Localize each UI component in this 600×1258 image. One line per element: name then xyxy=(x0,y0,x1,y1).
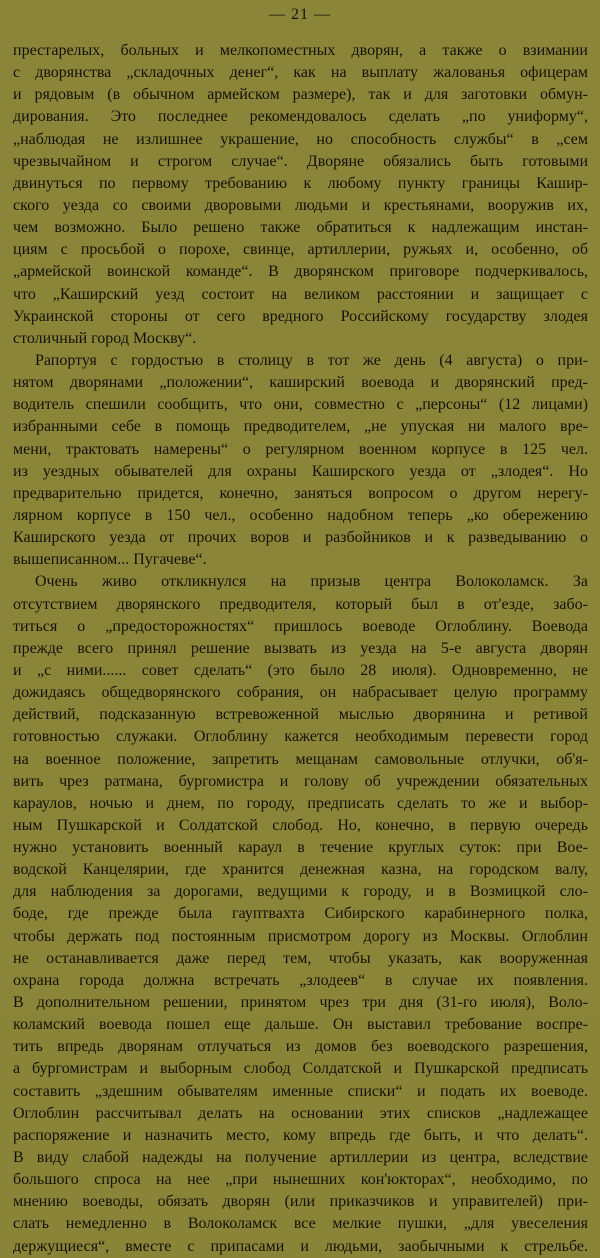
text-line: избранными себе в помощь предводителем, „не упуская ни малого вре- xyxy=(13,418,588,436)
text-line: чтобы держать под постоянным присмотром дорогу из Москвы. Оглоблин xyxy=(13,927,588,945)
text-line: а бургомистрам и выборным слобод Солдатской и Пушкарской предписать xyxy=(13,1060,588,1078)
page-number: — 21 — xyxy=(269,6,331,23)
text-line: престарелых, больных и мелкопоместных дворян, а также о взимании xyxy=(13,42,588,59)
text-line: тить впредь дворянам отлучаться из домов без воеводского разрешения, xyxy=(13,1038,588,1056)
text-line: коламский воевода пошел еще дальше. Он выставил требование воспре- xyxy=(13,1016,588,1034)
text-line: действий, подсказанную встревоженной мыслью дворянина и ретивой xyxy=(13,706,588,724)
text-line: вышеписанном... Пугачеве“. xyxy=(13,551,207,569)
text-line: чем возможно. Было решено также обратиться к надлежащим инстан- xyxy=(13,219,588,237)
text-line: Очень живо откликнулся на призыв центра Волоколамск. За xyxy=(35,573,588,591)
text-line: караулов, ночью и днем, по городу, предписать сделать то же и выбор- xyxy=(13,794,588,812)
text-line: и „с ними...... совет сделать“ (это было 28 июля). Одновременно, не xyxy=(13,661,588,679)
text-line: В дополнительном решении, принятом чрез три дня (31-го июля), Воло- xyxy=(13,994,588,1012)
text-line: В виду слабой надежды на получение артиллерии из центра, вследствие xyxy=(13,1149,588,1167)
text-line: Украинской стороны от сего вредного Российскому государству злодея xyxy=(13,307,588,325)
text-line: дожидаясь общедворянского собрания, он набрасывает целую программу xyxy=(13,684,588,702)
text-line: для наблюдения за дорогами, ведущими к городу, и в Возмицкой сло- xyxy=(13,883,588,901)
text-line: ным Пушкарской и Солдатской слобод. Но, конечно, в первую очередь xyxy=(13,816,588,834)
text-line: водской Канцелярии, где хранится денежная казна, на городском валу, xyxy=(13,861,588,879)
body-text xyxy=(13,40,588,1258)
text-line: большого спроса на нее „при нынешних кон'юкторах“, необходимо, по xyxy=(13,1171,588,1189)
text-line: составить „здешним обывателям именные списки“ и подать их воеводе. xyxy=(13,1082,588,1100)
text-line: Каширского уезда от прочих воров и разбойников и к разведыванию о xyxy=(13,529,588,547)
text-line: распоряжение и назначить место, кому впредь где быть, и что делать“. xyxy=(13,1126,588,1144)
text-line: двинуться по первому требованию к любому пункту границы Кашир- xyxy=(13,174,588,192)
text-line: Рапортуя с гордостью в столицу в тот же день (4 августа) о при- xyxy=(35,351,588,369)
text-line: „армейской воинской команде“. В дворянском приговоре подчеркивалось, xyxy=(13,263,588,281)
text-line: с дворянства „складочных денег“, как на выплату жалованья офицерам xyxy=(13,64,588,82)
text-line: держущиеся“, вместе с припасами и людьми, заобычными к стрельбе. xyxy=(13,1237,588,1255)
text-line: и рядовым (в обычном армейском размере), так и для заготовки обмун- xyxy=(13,86,588,104)
text-line: титься о „предосторожностях“ пришлось воеводе Оглоблину. Воевода xyxy=(13,617,588,635)
text-line: столичный город Москву“. xyxy=(13,329,197,347)
text-line: „наблюдая не излишнее украшение, но способность службы“ в „сем xyxy=(13,130,588,148)
text-line: на военное положение, запретить мещанам самовольные отлучки, об'я- xyxy=(13,750,588,768)
text-line: предварительно придется, конечно, заняться вопросом о другом нерегу- xyxy=(13,484,588,502)
text-line: что „Каширский уезд состоит на великом расстоянии и защищает с xyxy=(13,285,588,303)
text-line: отсутствием дворянского предводителя, который был в от'езде, забо- xyxy=(13,595,588,613)
text-line: ского уезда со своими дворовыми людьми и крестьянами, вооружив их, xyxy=(13,196,588,214)
text-line: дирования. Это последнее рекомендовалось сделать „по униформу“, xyxy=(13,108,588,126)
text-line: лярном корпусе в 150 чел., особенно надобном теперь „ко обережению xyxy=(13,506,588,524)
text-line: вить чрез ратмана, бургомистра и голову об учреждении обязательных xyxy=(13,772,588,790)
text-line: мени, трактовать намерены“ о регулярном военном корпусе в 125 чел. xyxy=(13,440,588,458)
text-line: чрезвычайном и строгом случае“. Дворяне обязались быть готовыми xyxy=(13,152,588,170)
text-line: Оглоблин рассчитывал делать на основании этих списков „надлежащее xyxy=(13,1104,588,1122)
text-line: водитель спешили сообщить, что они, совместно с „персоны“ (12 лицами) xyxy=(13,396,588,414)
text-line: слать немедленно в Волоколамск все мелкие пушки, „для увеселения xyxy=(13,1215,588,1233)
text-line: циям с просьбой о порохе, свинце, артиллерии, ружьях и, особенно, об xyxy=(13,241,588,259)
text-line: из уездных обывателей для охраны Каширского уезда от „злодея“. Но xyxy=(13,462,588,480)
text-line: мнению воеводы, обязать дворян (или приказчиков и управителей) при- xyxy=(13,1193,588,1211)
text-line: прежде всего принял решение вызвать из уезда на 5-е августа дворян xyxy=(13,639,588,657)
text-line: не останавливается даже перед тем, чтобы указать, как вооруженная xyxy=(13,949,588,967)
text-line: нужно установить военный караул в течение круглых суток: при Вое- xyxy=(13,839,588,857)
text-line: готовностью служаки. Оглоблину кажется необходимым перевести город xyxy=(13,728,588,746)
text-line: охрана города должна встречать „злодеев“ в случае их появления. xyxy=(13,971,588,989)
text-line: боде, где прежде была гауптвахта Сибирского карабинерного полка, xyxy=(13,905,588,923)
text-line: нятом дворянами „положении“, каширский воевода и дворянский пред- xyxy=(13,374,588,392)
